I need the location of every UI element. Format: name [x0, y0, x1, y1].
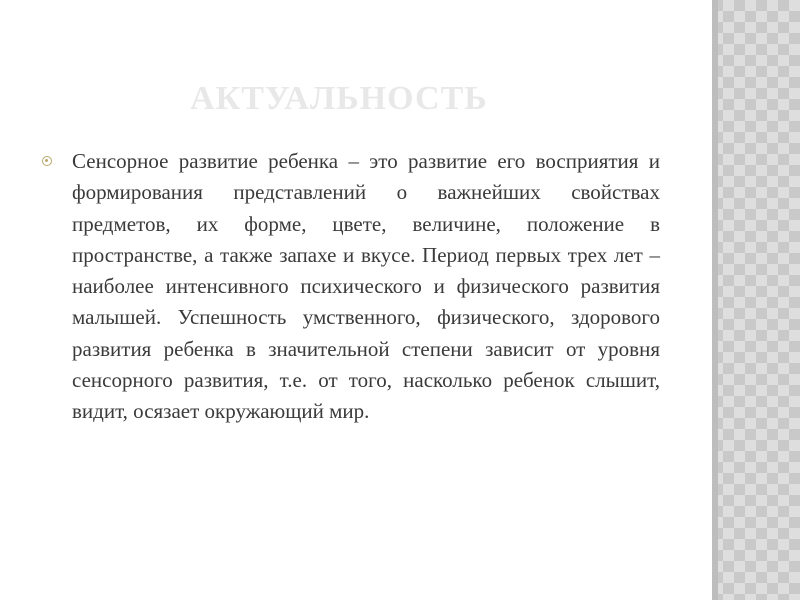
slide-title: АКТУАЛЬНОСТЬ — [190, 80, 488, 117]
bullet-circle-icon — [42, 156, 52, 166]
bullet-text: Сенсорное развитие ребенка – это развитие его восприятия и формирования представлений о важнейших свойствах предметов, их форме, цвете, величине, положение в пространстве, а также запахе и вкусе. Период первых трех лет – наиболее интенсивного психического и физического развития малышей. Успешность умственного, физического, здорового развития ребенка в значительной степени зависит от уровня сенсорного развития, т.е. от того, насколько ребенок слышит, видит, осязает окружающий мир. — [72, 149, 660, 424]
decorative-side-band — [712, 0, 800, 600]
